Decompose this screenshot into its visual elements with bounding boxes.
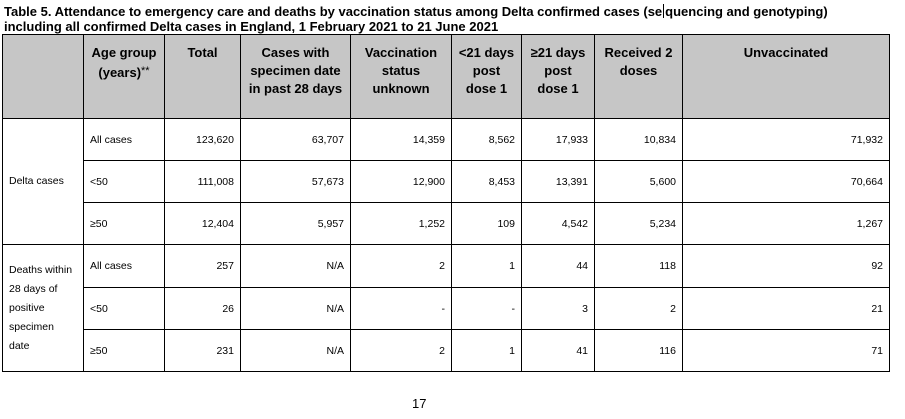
row-label: ≥50 [84, 330, 165, 372]
cell-ge21: 13,391 [522, 161, 595, 203]
cell-total: 111,008 [165, 161, 241, 203]
header-ge21: ≥21 days post dose 1 [522, 35, 595, 119]
cell-unknown: 12,900 [351, 161, 452, 203]
cell-ge21: 17,933 [522, 119, 595, 161]
table-row [3, 288, 890, 330]
table-row [3, 203, 890, 245]
cell-unknown: 1,252 [351, 203, 452, 245]
cell-total: 12,404 [165, 203, 241, 245]
table-row [3, 119, 890, 161]
cell-lt21: 109 [452, 203, 522, 245]
cell-two-doses: 10,834 [595, 119, 683, 161]
row-label: <50 [84, 288, 165, 330]
header-row [3, 35, 890, 119]
table-row [3, 245, 890, 288]
cell-total: 231 [165, 330, 241, 372]
cell-lt21: 8,453 [452, 161, 522, 203]
cell-lt21: - [452, 288, 522, 330]
cell-ge21: 44 [522, 245, 595, 288]
cell-two-doses: 5,234 [595, 203, 683, 245]
cell-lt21: 1 [452, 245, 522, 288]
cell-unvaccinated: 71 [683, 330, 890, 372]
cell-unvaccinated: 21 [683, 288, 890, 330]
row-label: <50 [84, 161, 165, 203]
group-delta-cases: Delta cases [3, 119, 84, 245]
title-text-part1: Table 5. Attendance to emergency care and deaths by vaccination status among Delta confirmed cases (se [4, 4, 663, 19]
cell-specimen: 57,673 [241, 161, 351, 203]
header-lt21: <21 days post dose 1 [452, 35, 522, 119]
cell-unvaccinated: 92 [683, 245, 890, 288]
page-number: 17 [412, 396, 427, 411]
header-unvaccinated: Unvaccinated [683, 35, 890, 119]
cell-specimen: N/A [241, 330, 351, 372]
cell-specimen: 63,707 [241, 119, 351, 161]
cell-two-doses: 118 [595, 245, 683, 288]
cell-ge21: 41 [522, 330, 595, 372]
group-deaths: Deaths within 28 days of positive specimen date [3, 245, 84, 372]
cell-ge21: 4,542 [522, 203, 595, 245]
row-label: ≥50 [84, 203, 165, 245]
header-blank [3, 35, 84, 119]
cell-two-doses: 116 [595, 330, 683, 372]
cell-unvaccinated: 70,664 [683, 161, 890, 203]
cell-unknown: - [351, 288, 452, 330]
header-two-doses: Received 2 doses [595, 35, 683, 119]
cell-lt21: 1 [452, 330, 522, 372]
cell-total: 123,620 [165, 119, 241, 161]
cell-specimen: 5,957 [241, 203, 351, 245]
table-title [4, 4, 864, 34]
header-unknown: Vaccination status unknown [351, 35, 452, 119]
row-label: All cases [84, 245, 165, 288]
cell-total: 257 [165, 245, 241, 288]
vaccination-status-table [2, 34, 890, 372]
cell-two-doses: 2 [595, 288, 683, 330]
cell-ge21: 3 [522, 288, 595, 330]
cell-specimen: N/A [241, 288, 351, 330]
cell-unvaccinated: 1,267 [683, 203, 890, 245]
header-total: Total [165, 35, 241, 119]
row-label: All cases [84, 119, 165, 161]
title-text-part2: quencing and genotyping) including all confirmed Delta cases in England, 1 February 2021 to 21 June 2021 [4, 4, 828, 34]
cell-unknown: 2 [351, 330, 452, 372]
table-row [3, 161, 890, 203]
cell-two-doses: 5,600 [595, 161, 683, 203]
cell-unknown: 2 [351, 245, 452, 288]
table-row [3, 330, 890, 372]
cell-total: 26 [165, 288, 241, 330]
cell-unknown: 14,359 [351, 119, 452, 161]
header-age-group: Age group (years)** [84, 35, 165, 119]
header-specimen: Cases with specimen date in past 28 days [241, 35, 351, 119]
cell-lt21: 8,562 [452, 119, 522, 161]
cell-specimen: N/A [241, 245, 351, 288]
cell-unvaccinated: 71,932 [683, 119, 890, 161]
